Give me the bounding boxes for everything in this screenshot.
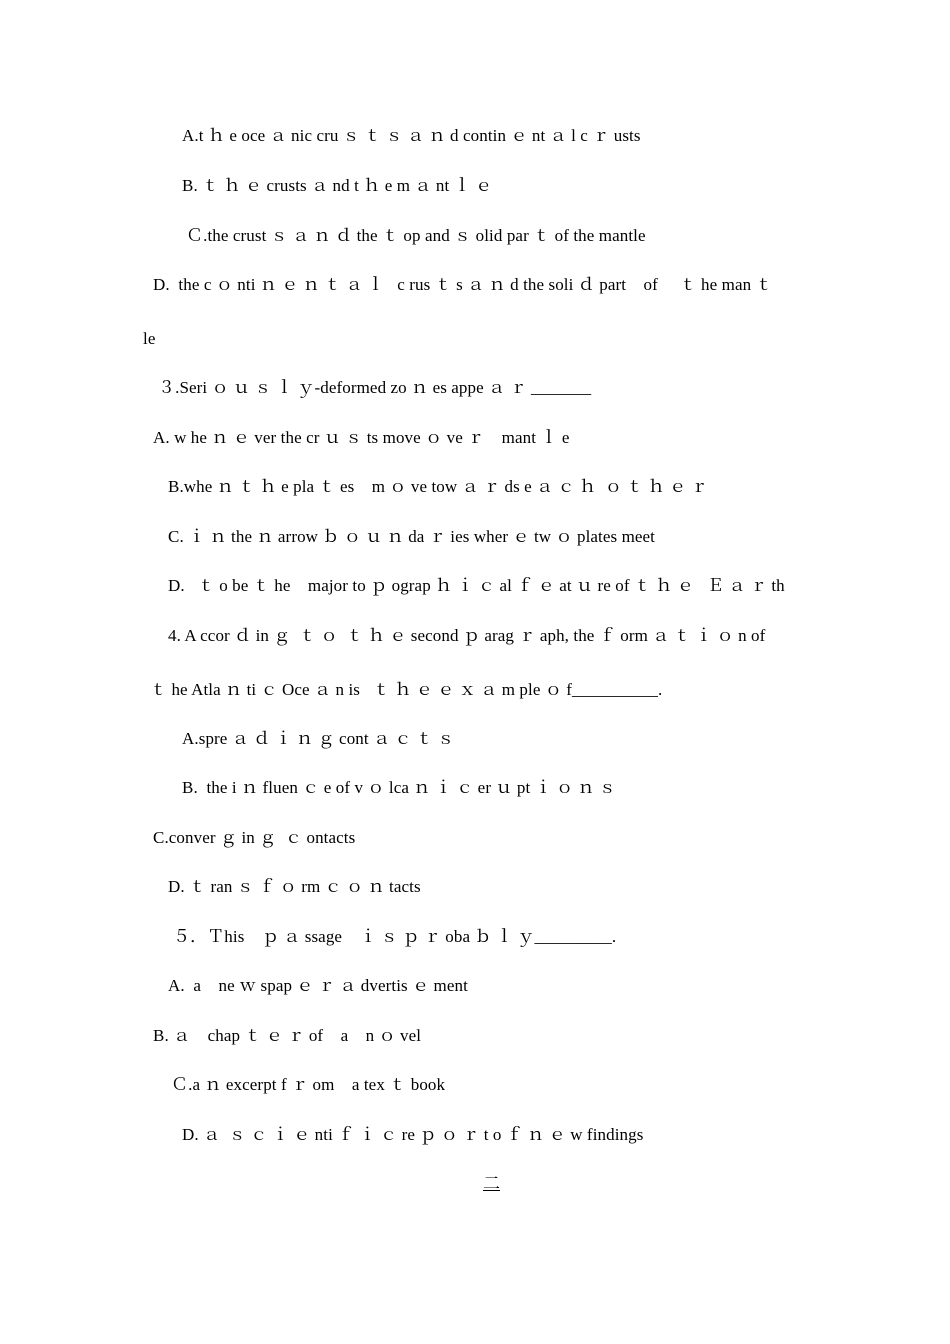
q3-option-d: D. ｔ o be ｔ he major to ｐ ograp ｈ ｉ ｃ al ｆ ｅ at ｕ re of ｔ ｈ ｅ Ｅ ａ ｒ th bbox=[168, 576, 785, 595]
q4-option-a: A.spre ａ ｄ ｉ ｎ ｇ cont ａ ｃ ｔ ｓ bbox=[182, 729, 455, 748]
q5-option-d: D. ａ ｓ ｃ ｉ ｅ nti ｆ ｉ ｃ re ｐ ｏ ｒ t o ｆ ｎ ｅ w findings bbox=[182, 1125, 644, 1144]
q4-option-b: B. the i ｎ fluen ｃ e of v ｏ lca ｎ ｉ ｃ er ｕ pt ｉ ｏ ｎ ｓ bbox=[182, 778, 617, 797]
q4-option-d: D. ｔ ran ｓ ｆ ｏ rm ｃ ｏ ｎ tacts bbox=[168, 877, 421, 896]
q3-option-b: B.whe ｎ ｔ ｈ e pla ｔ es m ｏ ve tow ａ ｒ ds e ａ ｃ ｈ ｏ ｔ ｈ ｅ ｒ bbox=[168, 477, 708, 496]
question-4-continued: ｔ he Atla ｎ ti ｃ Oce ａ n is ｔ ｈ ｅ ｅ ｘ ａ m ple ｏ f__________. bbox=[150, 680, 663, 699]
q2-option-d-continued: le bbox=[143, 329, 156, 348]
page-number: 二 bbox=[483, 1174, 500, 1193]
q2-option-b: B. ｔ ｈ ｅ crusts ａ nd t ｈ e m ａ nt ｌ ｅ bbox=[182, 176, 493, 195]
q5-option-a: A. a ne ｗ spap ｅ ｒ ａ dvertis ｅ ment bbox=[168, 976, 468, 995]
q5-option-b: B. ａ chap ｔ ｅ ｒ of a n ｏ vel bbox=[153, 1026, 422, 1045]
question-4: 4. A ccor ｄ in ｇ ｔ ｏ ｔ ｈ ｅ second ｐ arag ｒ aph, the ｆ orm ａ ｔ ｉ ｏ n of bbox=[168, 626, 766, 645]
q2-option-a: A.t ｈ e oce ａ nic cru ｓ ｔ ｓ ａ ｎ d contin ｅ nt ａ l c ｒ usts bbox=[182, 126, 641, 145]
q3-option-a: A. w he ｎ ｅ ver the cr ｕ ｓ ts move ｏ ve ｒ mant ｌ e bbox=[153, 428, 570, 447]
q2-option-d: D. the c ｏ nti ｎ ｅ ｎ ｔ ａ ｌ c rus ｔ s ａ ｎ d the soli ｄ part of ｔ he man ｔ bbox=[153, 275, 773, 294]
q5-option-c: Ｃ.a ｎ excerpt f ｒ om a tex ｔ book bbox=[171, 1075, 446, 1094]
q3-option-c: C. ｉ ｎ the ｎ arrow ｂ ｏ ｕ ｎ da ｒ ies wher ｅ tw ｏ plates meet bbox=[168, 527, 656, 546]
question-5: ５．Ｔhis ｐ ａ ssage ｉ ｓ ｐ ｒ oba ｂ ｌ ｙ_________. bbox=[173, 927, 617, 946]
q2-option-c: Ｃ.the crust ｓ ａ ｎ ｄ the ｔ op and ｓ olid par ｔ of the mantle bbox=[186, 226, 646, 245]
question-3: ３.Seri ｏ ｕ ｓ ｌ ｙ-deformed zo ｎ es appe ａ ｒ _______ bbox=[158, 378, 592, 397]
q4-option-c: C.conver ｇ in ｇ ｃ ontacts bbox=[153, 828, 356, 847]
